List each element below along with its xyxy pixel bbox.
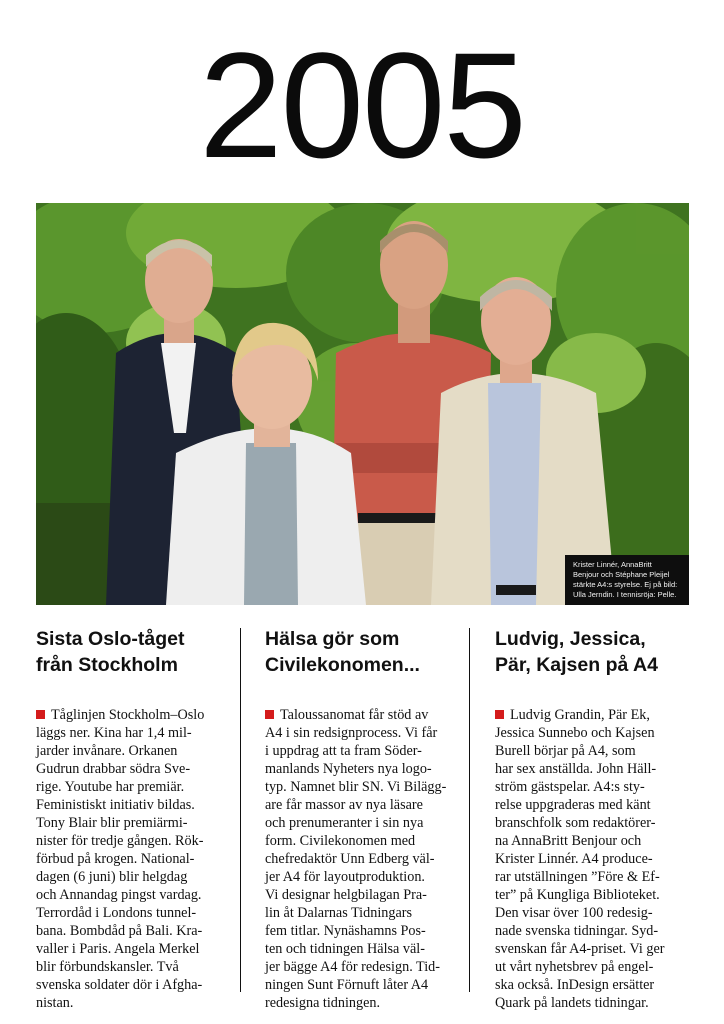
body-line: lin åt Dalarnas Tidningars bbox=[265, 905, 412, 921]
body-line: Quark på landets tidningar. bbox=[495, 995, 649, 1011]
body-line: valler i Paris. Angela Merkel bbox=[36, 941, 200, 957]
body-line: relse uppgraderas med känt bbox=[495, 797, 651, 813]
red-square-bullet-icon bbox=[495, 710, 504, 719]
body-line: ten och tidningen Hälsa väl- bbox=[265, 941, 425, 957]
body-line: dagen (6 juni) blir helgdag bbox=[36, 869, 188, 885]
body-line: rar utställningen ”Före & Ef- bbox=[495, 869, 660, 885]
body-line: nade svenska tidningar. Syd- bbox=[495, 923, 659, 939]
body-line: i uppdrag att ta fram Söder- bbox=[265, 743, 422, 759]
year-heading: 2005 bbox=[199, 21, 525, 189]
headline-line: Pär, Kajsen på A4 bbox=[495, 654, 658, 676]
caption-line: Krister Linnér, AnnaBritt bbox=[573, 560, 652, 569]
headline-line: Civilekonomen... bbox=[265, 654, 420, 676]
article-column-1 bbox=[36, 626, 236, 1012]
column-divider bbox=[469, 628, 470, 992]
body-line: Gudrun drabbar södra Sve- bbox=[36, 761, 191, 777]
body-line: nistan. bbox=[36, 995, 74, 1011]
headline-line: Hälsa gör som bbox=[265, 628, 400, 650]
body-line: har sex anställda. John Häll- bbox=[495, 761, 657, 777]
body-line: Feministiskt initiativ bildas. bbox=[36, 797, 195, 813]
body-line: Krister Linnér. A4 produce- bbox=[495, 851, 653, 867]
body-line: nister för tredje gången. Rök- bbox=[36, 833, 204, 849]
body-line: Taloussanomat får stöd av bbox=[280, 707, 429, 723]
article-body bbox=[495, 706, 695, 1012]
body-line: svenska soldater dör i Afgha- bbox=[36, 977, 203, 993]
body-line: Tony Blair blir premiärmi- bbox=[36, 815, 188, 831]
body-line: na AnnaBritt Benjour och bbox=[495, 833, 642, 849]
body-line: manlands Nyheters nya logo- bbox=[265, 761, 432, 777]
article-body bbox=[36, 706, 236, 1012]
body-line: bana. Bombdåd på Bali. Kra- bbox=[36, 923, 203, 939]
article-headline bbox=[36, 626, 236, 678]
body-line: Vi designar helgbilagan Pra- bbox=[265, 887, 427, 903]
body-line: Ludvig Grandin, Pär Ek, bbox=[510, 707, 650, 723]
body-line: chefredaktör Unn Edberg väl- bbox=[265, 851, 435, 867]
body-line: Terrordåd i Londons tunnel- bbox=[36, 905, 197, 921]
body-line: typ. Namnet blir SN. Vi Bilägg- bbox=[265, 779, 447, 795]
body-line: rige. Youtube har premiär. bbox=[36, 779, 185, 795]
body-line: ska också. InDesign ersätter bbox=[495, 977, 655, 993]
body-line: läggs ner. Kina har 1,4 mil- bbox=[36, 725, 192, 741]
caption-line: Ulla Jerndin. I tennisröja: Pelle. bbox=[573, 590, 677, 599]
body-line: ut vårt nyhetsbrev på engel- bbox=[495, 959, 654, 975]
headline-line: från Stockholm bbox=[36, 654, 178, 676]
red-square-bullet-icon bbox=[36, 710, 45, 719]
headline-line: Ludvig, Jessica, bbox=[495, 628, 646, 650]
body-line: jarder invånare. Orkanen bbox=[36, 743, 178, 759]
body-line: are får massor av nya läsare bbox=[265, 797, 423, 813]
body-line: Jessica Sunnebo och Kajsen bbox=[495, 725, 655, 741]
caption-line: stärkte A4:s styrelse. Ej på bild: bbox=[573, 580, 678, 589]
body-line: ström gästspelar. A4:s sty- bbox=[495, 779, 645, 795]
body-line: A4 i sin redsignprocess. Vi får bbox=[265, 725, 438, 741]
caption-line: Benjour och Stéphane Pleijel bbox=[573, 570, 670, 579]
body-line: och prenumeranter i sin nya bbox=[265, 815, 424, 831]
body-line: ningen Sunt Förnuft låter A4 bbox=[265, 977, 429, 993]
body-line: svenskan får A4-priset. Vi ger bbox=[495, 941, 665, 957]
body-line: form. Civilekonomen med bbox=[265, 833, 416, 849]
photo-illustration bbox=[36, 203, 689, 605]
body-line: jer bägge A4 för redesign. Tid- bbox=[265, 959, 440, 975]
photo-caption bbox=[565, 555, 689, 605]
column-divider bbox=[240, 628, 241, 992]
article-column-2 bbox=[265, 626, 465, 1012]
body-line: Burell börjar på A4, som bbox=[495, 743, 636, 759]
article-headline bbox=[495, 626, 695, 678]
group-photo bbox=[36, 203, 689, 605]
body-line: blir förbundskansler. Två bbox=[36, 959, 179, 975]
body-line: Tåglinjen Stockholm–Oslo bbox=[51, 707, 205, 723]
body-line: jer A4 för layoutproduktion. bbox=[265, 869, 425, 885]
article-headline bbox=[265, 626, 465, 678]
body-line: branschfolk som redaktörer- bbox=[495, 815, 656, 831]
body-line: redesigna tidningen. bbox=[265, 995, 381, 1011]
body-line: förbud på krogen. National- bbox=[36, 851, 195, 867]
headline-line: Sista Oslo-tåget bbox=[36, 628, 185, 650]
red-square-bullet-icon bbox=[265, 710, 274, 719]
article-body bbox=[265, 706, 465, 1012]
body-line: ter” på Kungliga Biblioteket. bbox=[495, 887, 660, 903]
article-column-3 bbox=[495, 626, 695, 1012]
body-line: Den visar över 100 redesig- bbox=[495, 905, 653, 921]
body-line: fem titlar. Nynäshamns Pos- bbox=[265, 923, 426, 939]
body-line: och Annandag pingst vardag. bbox=[36, 887, 202, 903]
